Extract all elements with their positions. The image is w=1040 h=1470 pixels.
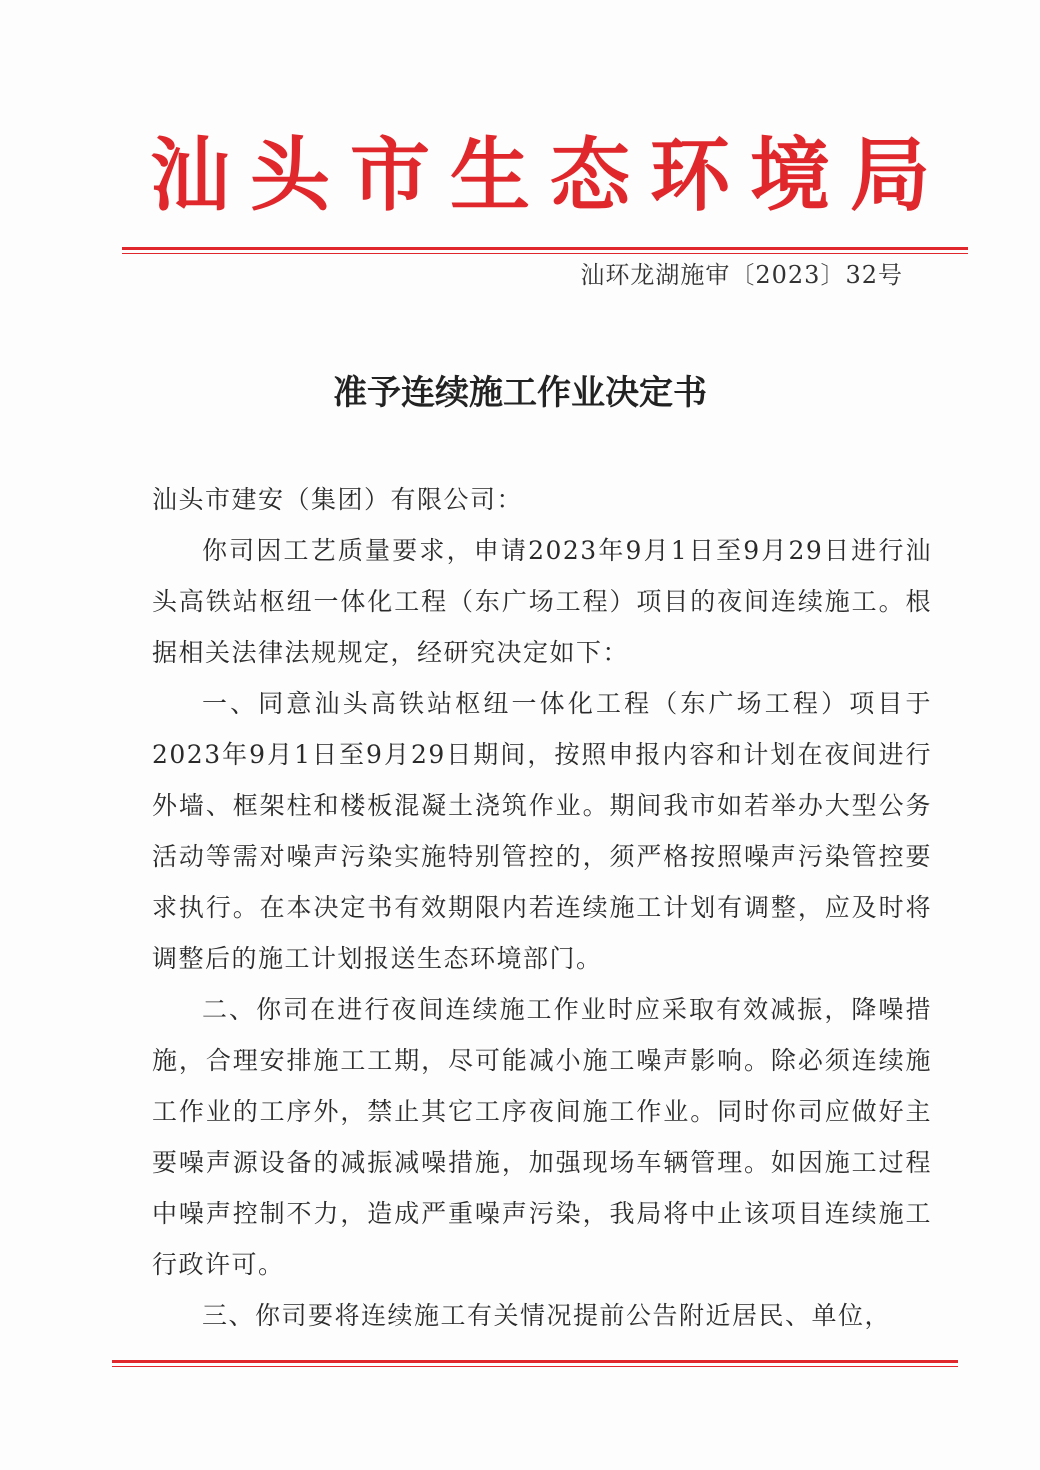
agency-masthead (150, 125, 930, 225)
document-title: 准予连续施工作业决定书 (333, 373, 707, 413)
paragraph-item-3: 三、你司要将连续施工有关情况提前公告附近居民、单位， (202, 1301, 892, 1330)
document-number: 汕环龙湖施审〔2023〕32号 (580, 261, 903, 289)
paragraph-intro: 你司因工艺质量要求，申请2023年9月1日至9月29日进行汕头高铁站枢纽一体化工程（东广场工程）项目的夜间连续施工。根据相关法律法规规定，经研究决定如下： (152, 536, 932, 667)
header-red-rule-thin (122, 253, 968, 254)
paragraph-item-1: 一、同意汕头高铁站枢纽一体化工程（东广场工程）项目于2023年9月1日至9月29日期间，按照申报内容和计划在夜间进行外墙、框架柱和楼板混凝土浇筑作业。期间我市如若举办大型公务活动等需对噪声污染实施特别管控的，须严格按照噪声污染管控要求执行。在本决定书有效期限内若连续施工计划有调整，应及时将调整后的施工计划报送生态环境部门。 (152, 689, 932, 973)
agency-name: 汕头市生态环境局 (150, 128, 930, 222)
paragraph-item-2: 二、你司在进行夜间连续施工作业时应采取有效减振，降噪措施，合理安排施工工期，尽可能减小施工噪声影响。除必须连续施工作业的工序外，禁止其它工序夜间施工作业。同时你司应做好主要噪声源设备的减振减噪措施，加强现场车辆管理。如因施工过程中噪声控制不力，造成严重噪声污染，我局将中止该项目连续施工行政许可。 (152, 995, 932, 1279)
footer-red-rule-thin (112, 1366, 958, 1367)
footer-red-rule (112, 1360, 958, 1363)
header-red-rule (122, 247, 968, 250)
addressee: 汕头市建安（集团）有限公司： (152, 485, 524, 514)
document-body (152, 474, 932, 1341)
